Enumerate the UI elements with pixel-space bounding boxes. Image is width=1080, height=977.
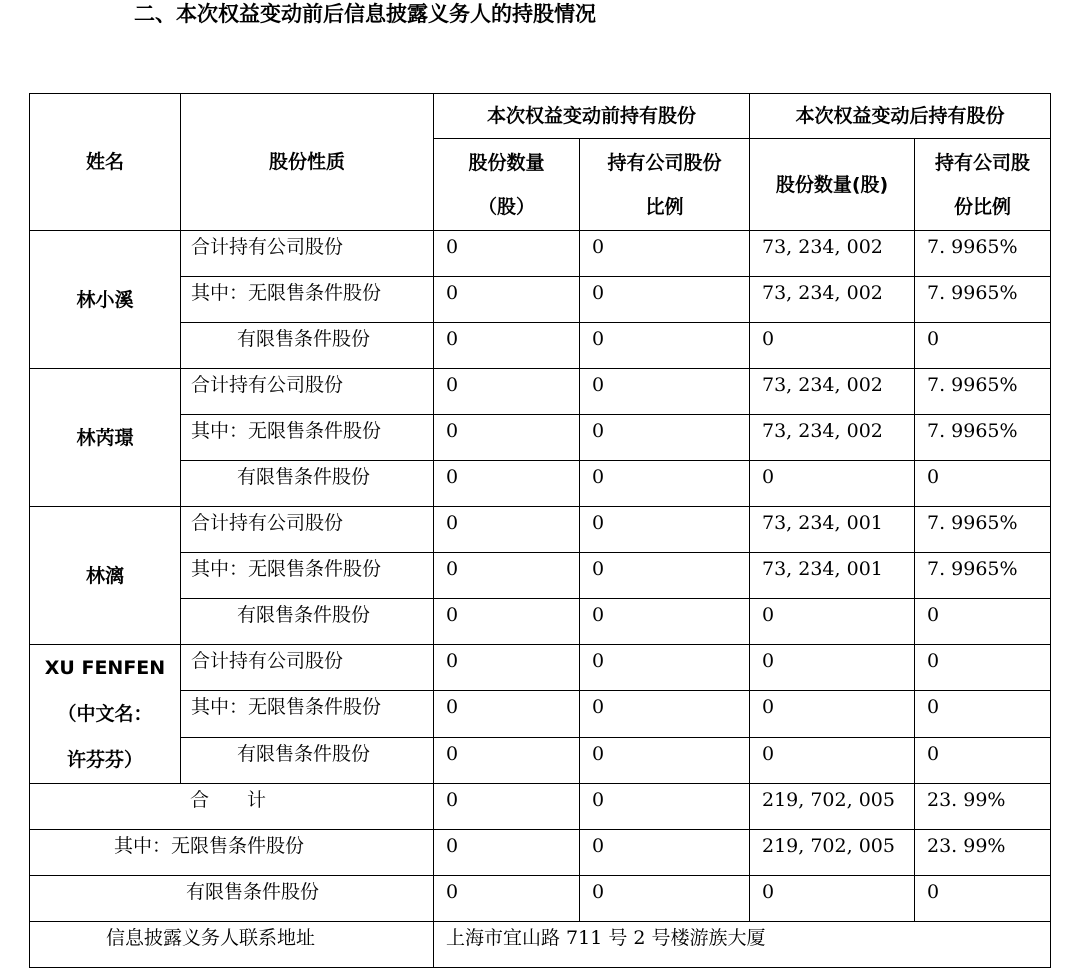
- cell-after-ratio: 23. 99%: [915, 830, 1051, 876]
- cell-before-qty: 0: [434, 645, 580, 691]
- cell-before-ratio: 0: [580, 737, 750, 783]
- header-after-qty: 股份数量(股): [750, 139, 915, 231]
- cell-after-qty: 0: [750, 323, 915, 369]
- row-label-total: 合计持有公司股份: [181, 369, 434, 415]
- table-row: [30, 737, 1051, 783]
- table-row: [30, 323, 1051, 369]
- cell-before-ratio: 0: [580, 461, 750, 507]
- cell-after-ratio: 0: [915, 461, 1051, 507]
- table-row: [30, 553, 1051, 599]
- summary-row-restricted: [30, 876, 1051, 922]
- row-label-restricted: 有限售条件股份: [181, 323, 434, 369]
- holder-name-line: （中文名：: [57, 703, 153, 725]
- summary-row-unrestricted: [30, 830, 1051, 876]
- cell-before-qty: 0: [434, 231, 580, 277]
- holder-name: [30, 507, 181, 645]
- header-after-ratio-line2: 份比例: [953, 195, 1011, 218]
- cell-after-ratio: 7. 9965%: [915, 231, 1051, 277]
- cell-before-qty: 0: [434, 876, 580, 922]
- holder-name-line: 林芮璟: [76, 426, 134, 449]
- cell-after-qty: 0: [750, 691, 915, 737]
- cell-before-qty: 0: [434, 737, 580, 783]
- cell-after-ratio: 0: [915, 599, 1051, 645]
- table-row: [30, 461, 1051, 507]
- holder-name: [30, 231, 181, 369]
- cell-after-ratio: 23. 99%: [915, 784, 1051, 830]
- table-row: [30, 369, 1051, 415]
- cell-before-ratio: 0: [580, 599, 750, 645]
- table-row: [30, 599, 1051, 645]
- summary-total-label: 合 计: [30, 784, 434, 830]
- row-label-restricted: 有限售条件股份: [181, 737, 434, 783]
- row-label-restricted: 有限售条件股份: [181, 599, 434, 645]
- address-label: 信息披露义务人联系地址: [30, 922, 434, 968]
- cell-before-ratio: 0: [580, 277, 750, 323]
- cell-after-ratio: 7. 9965%: [915, 369, 1051, 415]
- cell-before-ratio: 0: [580, 369, 750, 415]
- cell-before-qty: 0: [434, 277, 580, 323]
- header-before-ratio-line2: 比例: [645, 195, 684, 218]
- holder-name-line: 林小溪: [76, 288, 134, 311]
- row-label-total: 合计持有公司股份: [181, 645, 434, 691]
- cell-after-qty: 0: [750, 737, 915, 783]
- cell-after-ratio: 0: [915, 691, 1051, 737]
- cell-before-qty: 0: [434, 784, 580, 830]
- cell-before-ratio: 0: [580, 415, 750, 461]
- cell-before-ratio: 0: [580, 323, 750, 369]
- cell-after-qty: 219, 702, 005: [750, 784, 915, 830]
- row-label-unrestricted: 其中：无限售条件股份: [181, 553, 434, 599]
- cell-after-ratio: 7. 9965%: [915, 415, 1051, 461]
- header-row-1: [30, 94, 1051, 139]
- table-row: [30, 645, 1051, 691]
- cell-after-qty: 0: [750, 645, 915, 691]
- holder-name-line: 林漓: [85, 564, 124, 587]
- cell-after-qty: 219, 702, 005: [750, 830, 915, 876]
- cell-after-qty: 73, 234, 002: [750, 231, 915, 277]
- cell-before-ratio: 0: [580, 876, 750, 922]
- header-before-group: 本次权益变动前持有股份: [434, 94, 750, 139]
- holder-name-line: 许芬芬）: [66, 749, 143, 771]
- holder-name: [30, 369, 181, 507]
- cell-after-qty: 73, 234, 002: [750, 369, 915, 415]
- summary-unrestricted-label: 其中：无限售条件股份: [30, 830, 434, 876]
- cell-before-ratio: 0: [580, 830, 750, 876]
- cell-before-qty: 0: [434, 599, 580, 645]
- cell-after-ratio: 7. 9965%: [915, 553, 1051, 599]
- cell-after-qty: 73, 234, 001: [750, 507, 915, 553]
- cell-before-ratio: 0: [580, 691, 750, 737]
- header-before-qty: [434, 139, 580, 231]
- header-after-ratio: [915, 139, 1051, 231]
- table-row: [30, 415, 1051, 461]
- summary-row-total: [30, 784, 1051, 830]
- cell-after-ratio: 0: [915, 645, 1051, 691]
- header-after-group: 本次权益变动后持有股份: [750, 94, 1051, 139]
- header-name: 姓名: [30, 94, 181, 231]
- cell-after-ratio: 7. 9965%: [915, 507, 1051, 553]
- cell-after-qty: 0: [750, 876, 915, 922]
- cell-before-qty: 0: [434, 369, 580, 415]
- holder-name-line: XU FENFEN: [44, 657, 166, 679]
- table-row: [30, 277, 1051, 323]
- header-before-qty-line2: （股）: [477, 195, 535, 218]
- row-label-total: 合计持有公司股份: [181, 507, 434, 553]
- cell-after-ratio: 0: [915, 876, 1051, 922]
- row-label-total: 合计持有公司股份: [181, 231, 434, 277]
- address-row: [30, 922, 1051, 968]
- header-before-qty-line1: 股份数量: [468, 151, 545, 174]
- cell-before-qty: 0: [434, 553, 580, 599]
- shareholding-table: [29, 93, 1051, 968]
- header-before-ratio-line1: 持有公司股份: [607, 151, 722, 174]
- holder-name: [30, 645, 181, 784]
- header-nature: 股份性质: [181, 94, 434, 231]
- row-label-unrestricted: 其中：无限售条件股份: [181, 691, 434, 737]
- cell-after-qty: 73, 234, 002: [750, 415, 915, 461]
- header-before-ratio: [580, 139, 750, 231]
- cell-after-ratio: 0: [915, 323, 1051, 369]
- cell-before-ratio: 0: [580, 645, 750, 691]
- summary-restricted-label: 有限售条件股份: [30, 876, 434, 922]
- cell-after-qty: 73, 234, 002: [750, 277, 915, 323]
- cell-before-ratio: 0: [580, 507, 750, 553]
- cell-before-qty: 0: [434, 691, 580, 737]
- row-label-unrestricted: 其中：无限售条件股份: [181, 415, 434, 461]
- cell-before-qty: 0: [434, 830, 580, 876]
- table-row: [30, 691, 1051, 737]
- cell-before-ratio: 0: [580, 231, 750, 277]
- cell-after-ratio: 0: [915, 737, 1051, 783]
- table-row: [30, 507, 1051, 553]
- table-row: [30, 231, 1051, 277]
- cell-before-ratio: 0: [580, 784, 750, 830]
- page-title: 二、本次权益变动前后信息披露义务人的持股情况: [134, 2, 596, 26]
- cell-before-qty: 0: [434, 323, 580, 369]
- cell-before-qty: 0: [434, 461, 580, 507]
- cell-after-ratio: 7. 9965%: [915, 277, 1051, 323]
- row-label-restricted: 有限售条件股份: [181, 461, 434, 507]
- cell-before-qty: 0: [434, 415, 580, 461]
- address-value: 上海市宜山路 711 号 2 号楼游族大厦: [434, 922, 1051, 968]
- cell-after-qty: 73, 234, 001: [750, 553, 915, 599]
- cell-before-qty: 0: [434, 507, 580, 553]
- row-label-unrestricted: 其中：无限售条件股份: [181, 277, 434, 323]
- header-after-ratio-line1: 持有公司股: [934, 151, 1030, 174]
- cell-after-qty: 0: [750, 461, 915, 507]
- cell-after-qty: 0: [750, 599, 915, 645]
- cell-before-ratio: 0: [580, 553, 750, 599]
